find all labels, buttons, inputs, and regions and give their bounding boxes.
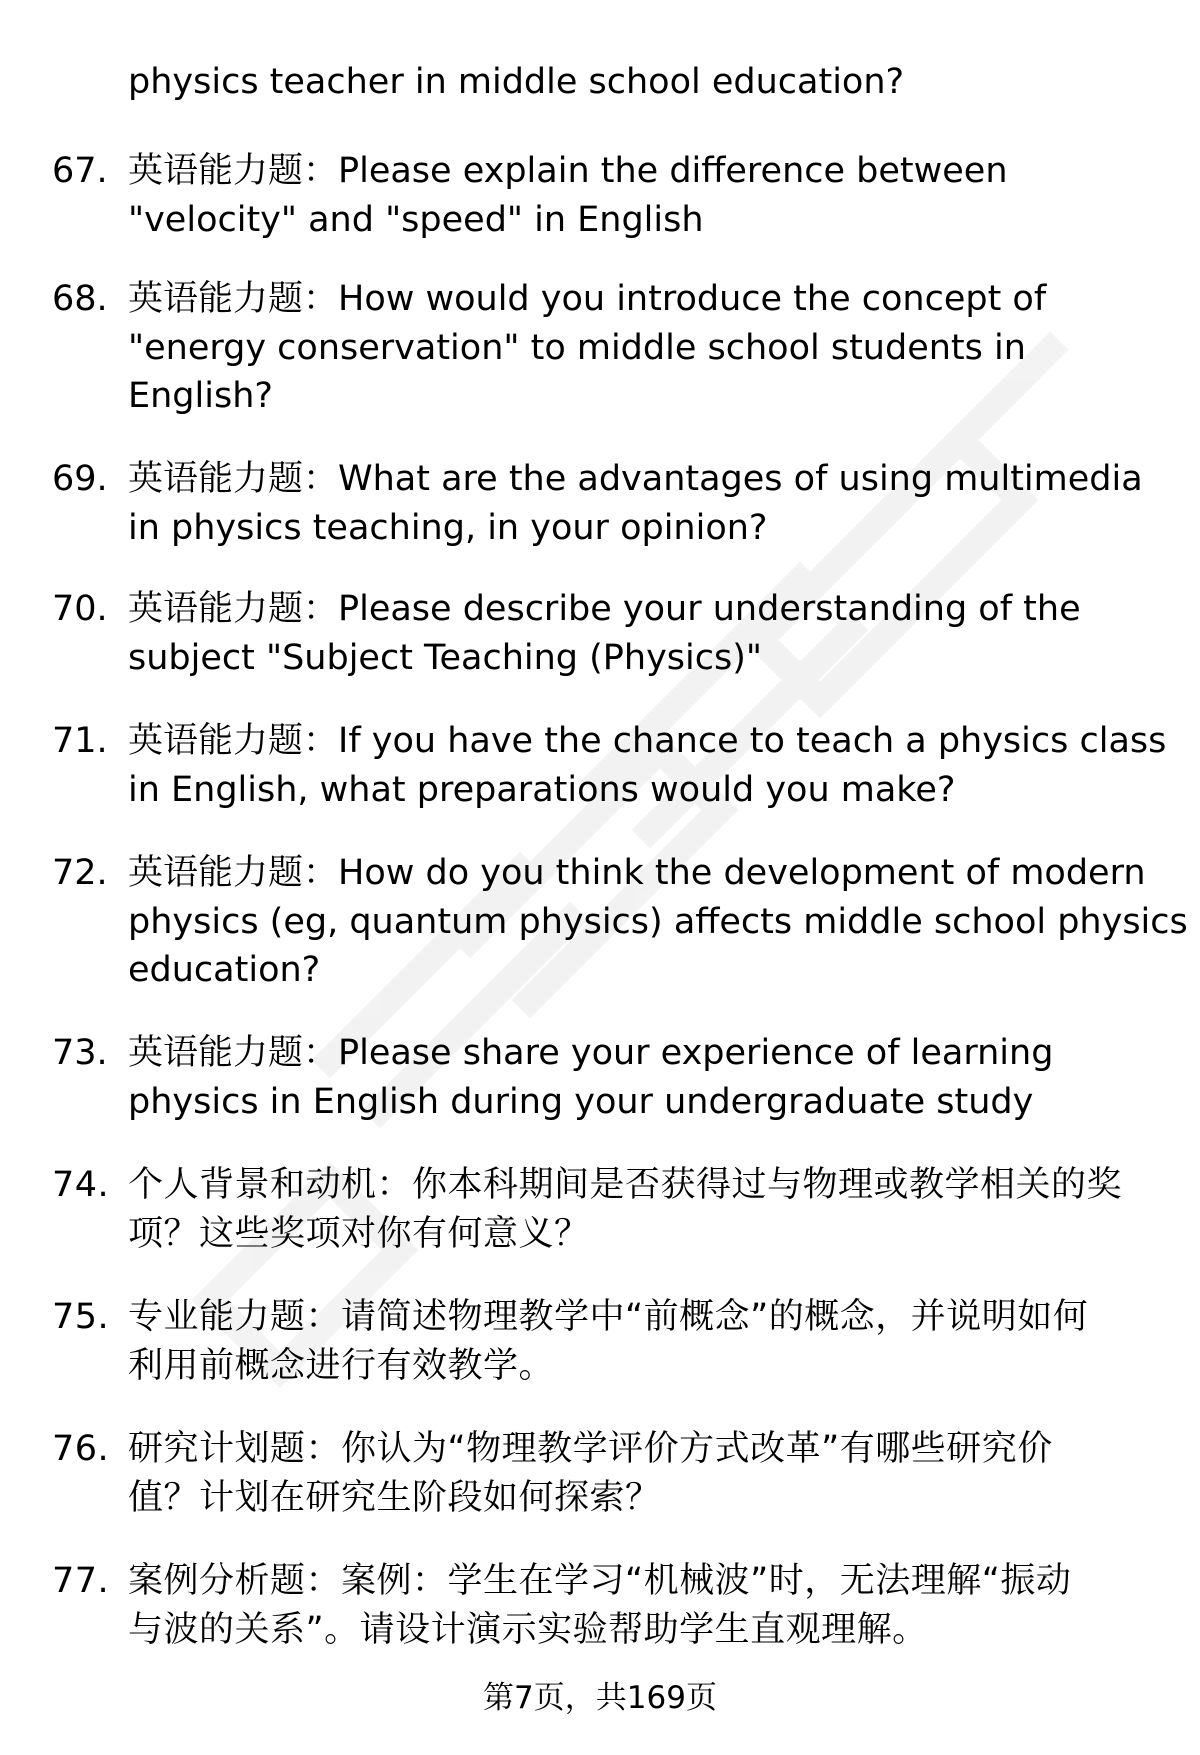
question-line: 英语能力题：If you have the chance to teach a physics class <box>128 721 1167 761</box>
question-text <box>128 1293 1162 1390</box>
question-item-73 <box>52 1029 1162 1126</box>
question-line: English? <box>128 376 273 416</box>
question-line: 英语能力题：Please share your experience of learning <box>128 1033 1054 1073</box>
question-number: 76. <box>52 1429 110 1469</box>
question-line: "energy conservation" to middle school students in <box>128 327 1026 368</box>
question-number: 68. <box>52 279 108 319</box>
question-item-69 <box>52 455 1162 552</box>
question-item-70 <box>52 585 1162 682</box>
question-line: 英语能力题：Please describe your understanding of the <box>128 589 1081 629</box>
page-footer: 第7页，共169页 <box>483 1680 717 1716</box>
question-line: 英语能力题：What are the advantages of using multimedia <box>128 459 1143 499</box>
continuation-line: physics teacher in middle school education? <box>128 62 905 102</box>
question-line: 项？这些奖项对你有何意义？ <box>128 1213 590 1254</box>
question-number: 67. <box>52 151 108 191</box>
question-number: 75. <box>52 1297 110 1337</box>
question-line: education? <box>128 950 321 990</box>
question-text <box>128 585 1162 682</box>
question-item-75 <box>52 1293 1162 1390</box>
question-line: 与波的关系”。请设计演示实验帮助学生直观理解。 <box>128 1609 928 1650</box>
question-line: 研究计划题：你认为“物理教学评价方式改革”有哪些研究价 <box>128 1429 1053 1469</box>
question-number: 74. <box>52 1165 110 1205</box>
question-line: 案例分析题：案例：学生在学习“机械波”时，无法理解“振动 <box>128 1561 1072 1601</box>
question-text <box>128 1557 1162 1654</box>
question-item-74 <box>52 1161 1162 1258</box>
question-text <box>128 849 1188 995</box>
question-line: 英语能力题：How would you introduce the concept of <box>128 279 1047 319</box>
question-text <box>128 275 1162 421</box>
question-item-68 <box>52 275 1162 421</box>
question-line: "velocity" and "speed" in English <box>128 199 704 240</box>
question-line: 个人背景和动机：你本科期间是否获得过与物理或教学相关的奖 <box>128 1165 1123 1205</box>
question-number: 72. <box>52 853 108 893</box>
question-line: 英语能力题：How do you think the development of modern <box>128 853 1146 893</box>
question-line: subject "Subject Teaching (Physics)" <box>128 637 762 678</box>
question-item-71 <box>52 717 1167 814</box>
question-line: 英语能力题：Please explain the difference between <box>128 151 1008 191</box>
question-text <box>128 1161 1162 1258</box>
question-line: in physics teaching, in your opinion? <box>128 507 768 548</box>
question-number: 73. <box>52 1033 108 1073</box>
question-item-77 <box>52 1557 1162 1654</box>
question-text <box>128 717 1167 814</box>
question-text <box>128 147 1162 244</box>
question-text <box>128 1029 1162 1126</box>
question-item-72 <box>52 849 1188 995</box>
question-line: 专业能力题：请简述物理教学中“前概念”的概念，并说明如何 <box>128 1297 1089 1337</box>
question-line: 值？计划在研究生阶段如何探索？ <box>128 1477 661 1518</box>
question-line: 利用前概念进行有效教学。 <box>128 1345 555 1386</box>
question-text <box>128 1425 1162 1522</box>
question-number: 70. <box>52 589 108 629</box>
question-line: physics in English during your undergraduate study <box>128 1081 1034 1122</box>
question-text <box>128 455 1162 552</box>
question-line: in English, what preparations would you make? <box>128 769 956 810</box>
question-number: 69. <box>52 459 108 499</box>
question-number: 71. <box>52 721 108 761</box>
question-number: 77. <box>52 1561 110 1601</box>
question-line: physics (eg, quantum physics) affects middle school physics <box>128 901 1188 942</box>
question-item-67 <box>52 147 1162 244</box>
question-item-76 <box>52 1425 1162 1522</box>
